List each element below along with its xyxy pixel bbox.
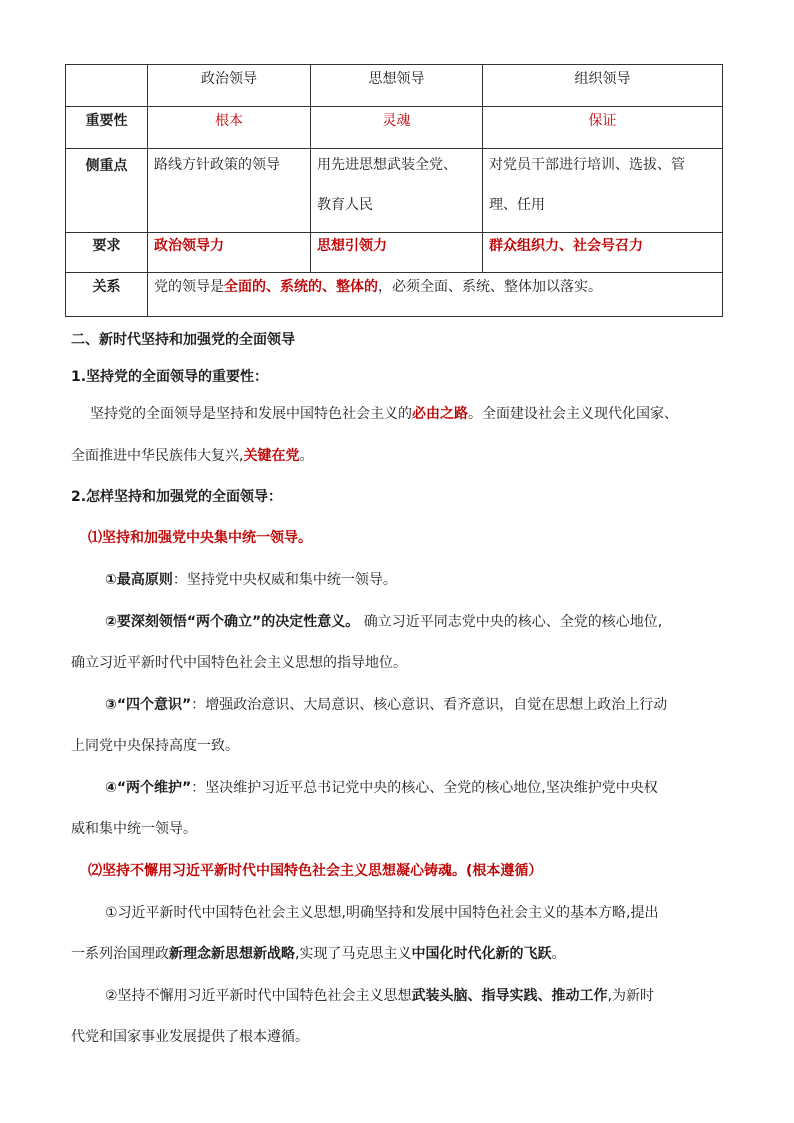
- text: 。: [299, 448, 314, 464]
- text: ：增强政治意识、大局意识、核心意识、看齐意识，自觉在思想上政治上行动: [191, 697, 668, 713]
- cell-value: 根本: [148, 107, 311, 149]
- row-label: 要求: [66, 233, 148, 273]
- section-title: 二、新时代坚持和加强党的全面领导: [71, 332, 295, 348]
- subheading-text: ⑵坚持不懈用习近平新时代中国特色社会主义思想凝心铸魂。: [88, 863, 466, 879]
- cell-value: 政治领导力: [148, 233, 311, 273]
- item-3-line-1: [105, 694, 667, 714]
- bold-text: 新理念新思想新战略: [169, 946, 295, 962]
- cell-value: [148, 149, 311, 233]
- heading-1: 1.坚持党的全面领导的重要性：: [71, 369, 269, 385]
- item-2-line-1: [105, 611, 662, 631]
- item-j2-line-2: 代党和国家事业发展提供了根本遵循。: [71, 1029, 309, 1045]
- subheading-1: ⑴坚持和加强党中央集中统一领导。: [88, 530, 312, 546]
- item-label: ②要深刻领悟“两个确立”的决定性意义。: [105, 614, 360, 630]
- text: ，必须全面、系统、整体加以落实。: [378, 279, 602, 295]
- item-j2-line-1: [105, 985, 654, 1005]
- cell-value: 群众组织力、社会号召力: [483, 233, 723, 273]
- highlight-text: 关键在党: [243, 448, 300, 464]
- paragraph-1-line-2: [71, 445, 313, 465]
- subheading-2: [88, 860, 542, 880]
- item-label: ④“两个维护”: [105, 780, 192, 796]
- table-row-importance: [66, 107, 723, 149]
- heading-2: 2.怎样坚持和加强党的全面领导：: [71, 489, 283, 505]
- text: ：坚决维护习近平总书记党中央的核心、全党的核心地位,坚决维护党中央权: [191, 780, 658, 796]
- row-label: 重要性: [66, 107, 148, 149]
- text: ：坚持党中央权威和集中统一领导。: [172, 572, 397, 588]
- cell-value: [483, 149, 723, 233]
- cell-line: 路线方针政策的领导: [154, 157, 280, 173]
- bold-text: 中国化时代化新的飞跃: [411, 946, 552, 962]
- text: 党的领导是: [154, 279, 224, 295]
- text: ,实现了马克思主义: [295, 946, 412, 962]
- item-label: ①最高原则: [105, 572, 173, 588]
- item-3-line-2: 上同党中央保持高度一致。: [71, 738, 239, 754]
- bold-text: 武装头脑、指导实践、推动工作: [411, 988, 608, 1004]
- cell-line: 教育人民: [317, 197, 373, 213]
- highlight-text: 必由之路: [412, 406, 468, 422]
- item-1: [105, 569, 397, 589]
- text: ,为新时: [607, 988, 655, 1004]
- table-row-focus: [66, 149, 723, 233]
- subheading-note: (根本遵循）: [466, 863, 543, 879]
- item-2-line-2: 确立习近平新时代中国特色社会主义思想的指导地位。: [71, 655, 407, 671]
- item-4-line-2: 威和集中统一领导。: [71, 821, 197, 837]
- header-organizational: 组织领导: [483, 65, 723, 107]
- item-j1-line-2: [71, 943, 565, 963]
- item-4-line-1: [105, 777, 658, 797]
- header-ideological: 思想领导: [311, 65, 483, 107]
- text: 全面推进中华民族伟大复兴,: [71, 448, 244, 464]
- comparison-table: [65, 64, 723, 317]
- cell-line: 理、任用: [489, 197, 545, 213]
- highlight-text: 全面的、系统的、整体的: [224, 279, 378, 295]
- text: ②坚持不懈用习近平新时代中国特色社会主义思想: [105, 988, 412, 1004]
- cell-value: 思想引领力: [311, 233, 483, 273]
- table-header-row: [66, 65, 723, 107]
- paragraph-1-line-1: [90, 403, 678, 423]
- item-j1-line-1: ①习近平新时代中国特色社会主义思想,明确坚持和发展中国特色社会主义的基本方略,提出: [105, 905, 659, 921]
- cell-value: 灵魂: [311, 107, 483, 149]
- text: 坚持党的全面领导是坚持和发展中国特色社会主义的: [90, 406, 412, 422]
- text: 确立习近平同志党中央的核心、全党的核心地位,: [359, 614, 663, 630]
- text: 一系列治国理政: [71, 946, 169, 962]
- text: 。: [551, 946, 566, 962]
- row-label: 关系: [66, 273, 148, 317]
- header-political: 政治领导: [148, 65, 311, 107]
- item-label: ③“四个意识”: [105, 697, 192, 713]
- table-corner-cell: [66, 65, 148, 107]
- cell-line: 用先进思想武装全党、: [317, 157, 457, 173]
- table-row-relation: [66, 273, 723, 317]
- cell-value: [311, 149, 483, 233]
- row-label: 侧重点: [66, 149, 148, 233]
- cell-line: 对党员干部进行培训、选拔、管: [489, 157, 685, 173]
- relation-cell: [148, 273, 723, 317]
- cell-value: 保证: [483, 107, 723, 149]
- text: 。全面建设社会主义现代化国家、: [468, 406, 678, 422]
- table-row-requirement: [66, 233, 723, 273]
